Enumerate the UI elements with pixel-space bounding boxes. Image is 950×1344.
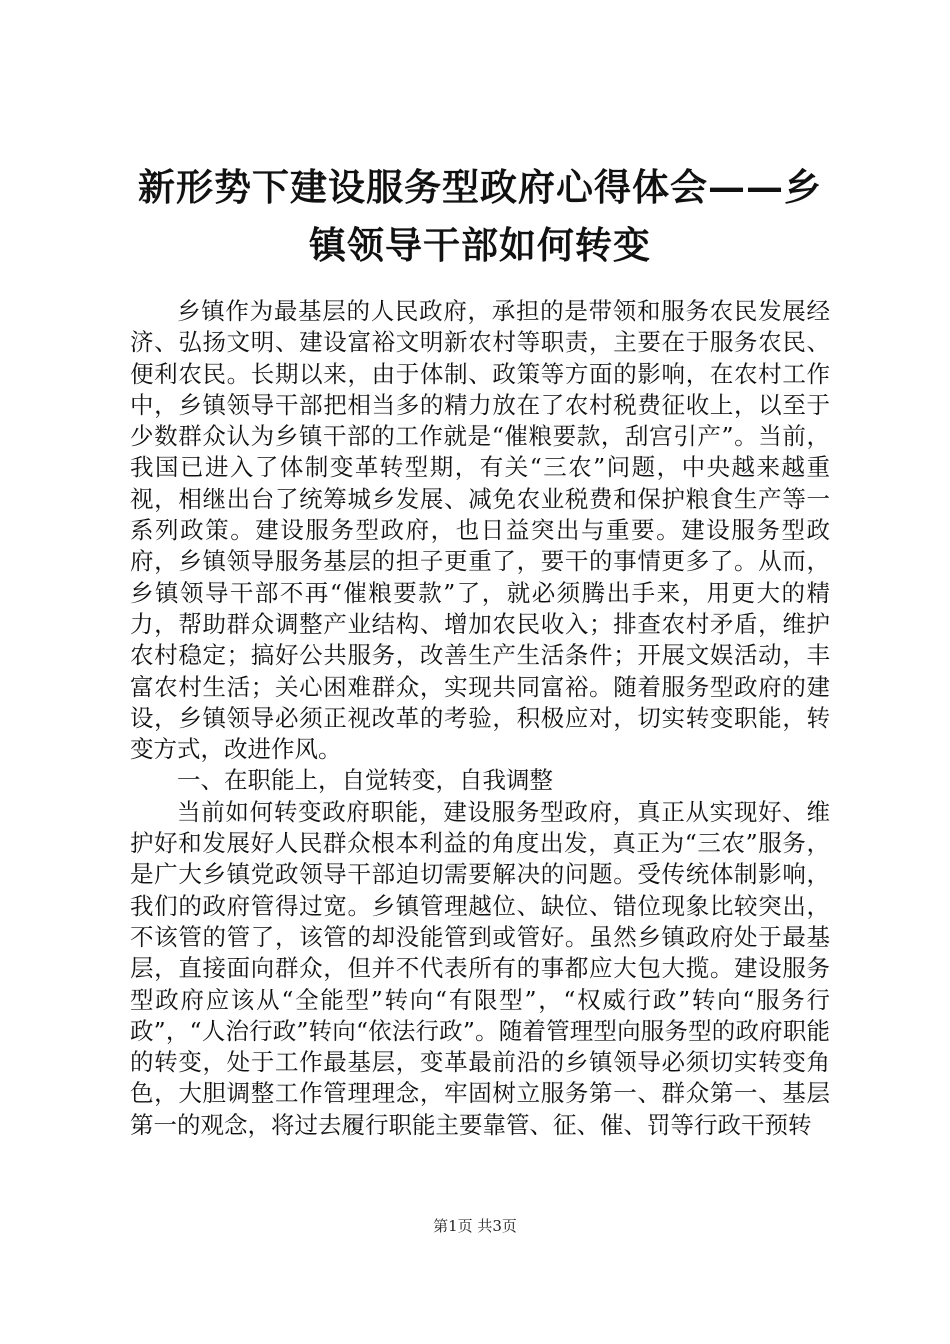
section-heading: 一、在职能上，自觉转变，自我调整 — [177, 766, 553, 795]
paragraph-intro: 乡镇作为最基层的人民政府，承担的是带领和服务农民发展经济、弘扬文明、建设富裕文明新农村等职责，主要在于服务农民、便利农民。长期以来，由于体制、政策等方面的影响，在农村工作中，乡镇领导干部把相当多的精力放在了农村税费征收上，以至于少数群众认为乡镇干部的工作就是“催粮要款，刮宫引产”。当前，我国已进入了体制变革转型期，有关“三农”问题，中央越来越重视，相继出台了统筹城乡发展、减免农业税费和保护粮食生产等一系列政策。建设服务型政府，也日益突出与重要。建设服务型政府，乡镇领导服务基层的担子更重了，要干的事情更多了。从而，乡镇领导干部不再“催粮要款”了，就必须腾出手来，用更大的精力，帮助群众调整产业结构、增加农民收入；排查农村矛盾，维护农村稳定；搞好公共服务，改善生产生活条件；开展文娱活动，丰富农村生活；关心困难群众，实现共同富裕。随着服务型政府的建设，乡镇领导必须正视改革的考验，积极应对，切实转变职能，转变方式，改进作风。 — [130, 297, 830, 764]
page-footer: 第1页 共3页 — [433, 1217, 517, 1235]
document-body — [130, 296, 830, 1141]
paragraph-section-one: 当前如何转变政府职能，建设服务型政府，真正从实现好、维护好和发展好人民群众根本利益的角度出发，真正为“三农”服务，是广大乡镇党政领导干部迫切需要解决的问题。受传统体制影响，我们的政府管得过宽。乡镇管理越位、缺位、错位现象比较突出，不该管的管了，该管的却没能管到或管好。虽然乡镇政府处于最基层，直接面向群众，但并不代表所有的事都应大包大揽。建设服务型政府应该从“全能型”转向“有限型”，“权威行政”转向“服务行政”，“人治行政”转向“依法行政”。随着管理型向服务型的政府职能的转变，处于工作最基层，变革最前沿的乡镇领导必须切实转变角色，大胆调整工作管理理念，牢固树立服务第一、群众第一、基层第一的观念，将过去履行职能主要靠管、征、催、罚等行政干预转 — [130, 797, 830, 1139]
document-title: 新形势下建设服务型政府心得体会——乡镇领导干部如何转变 — [138, 165, 822, 267]
